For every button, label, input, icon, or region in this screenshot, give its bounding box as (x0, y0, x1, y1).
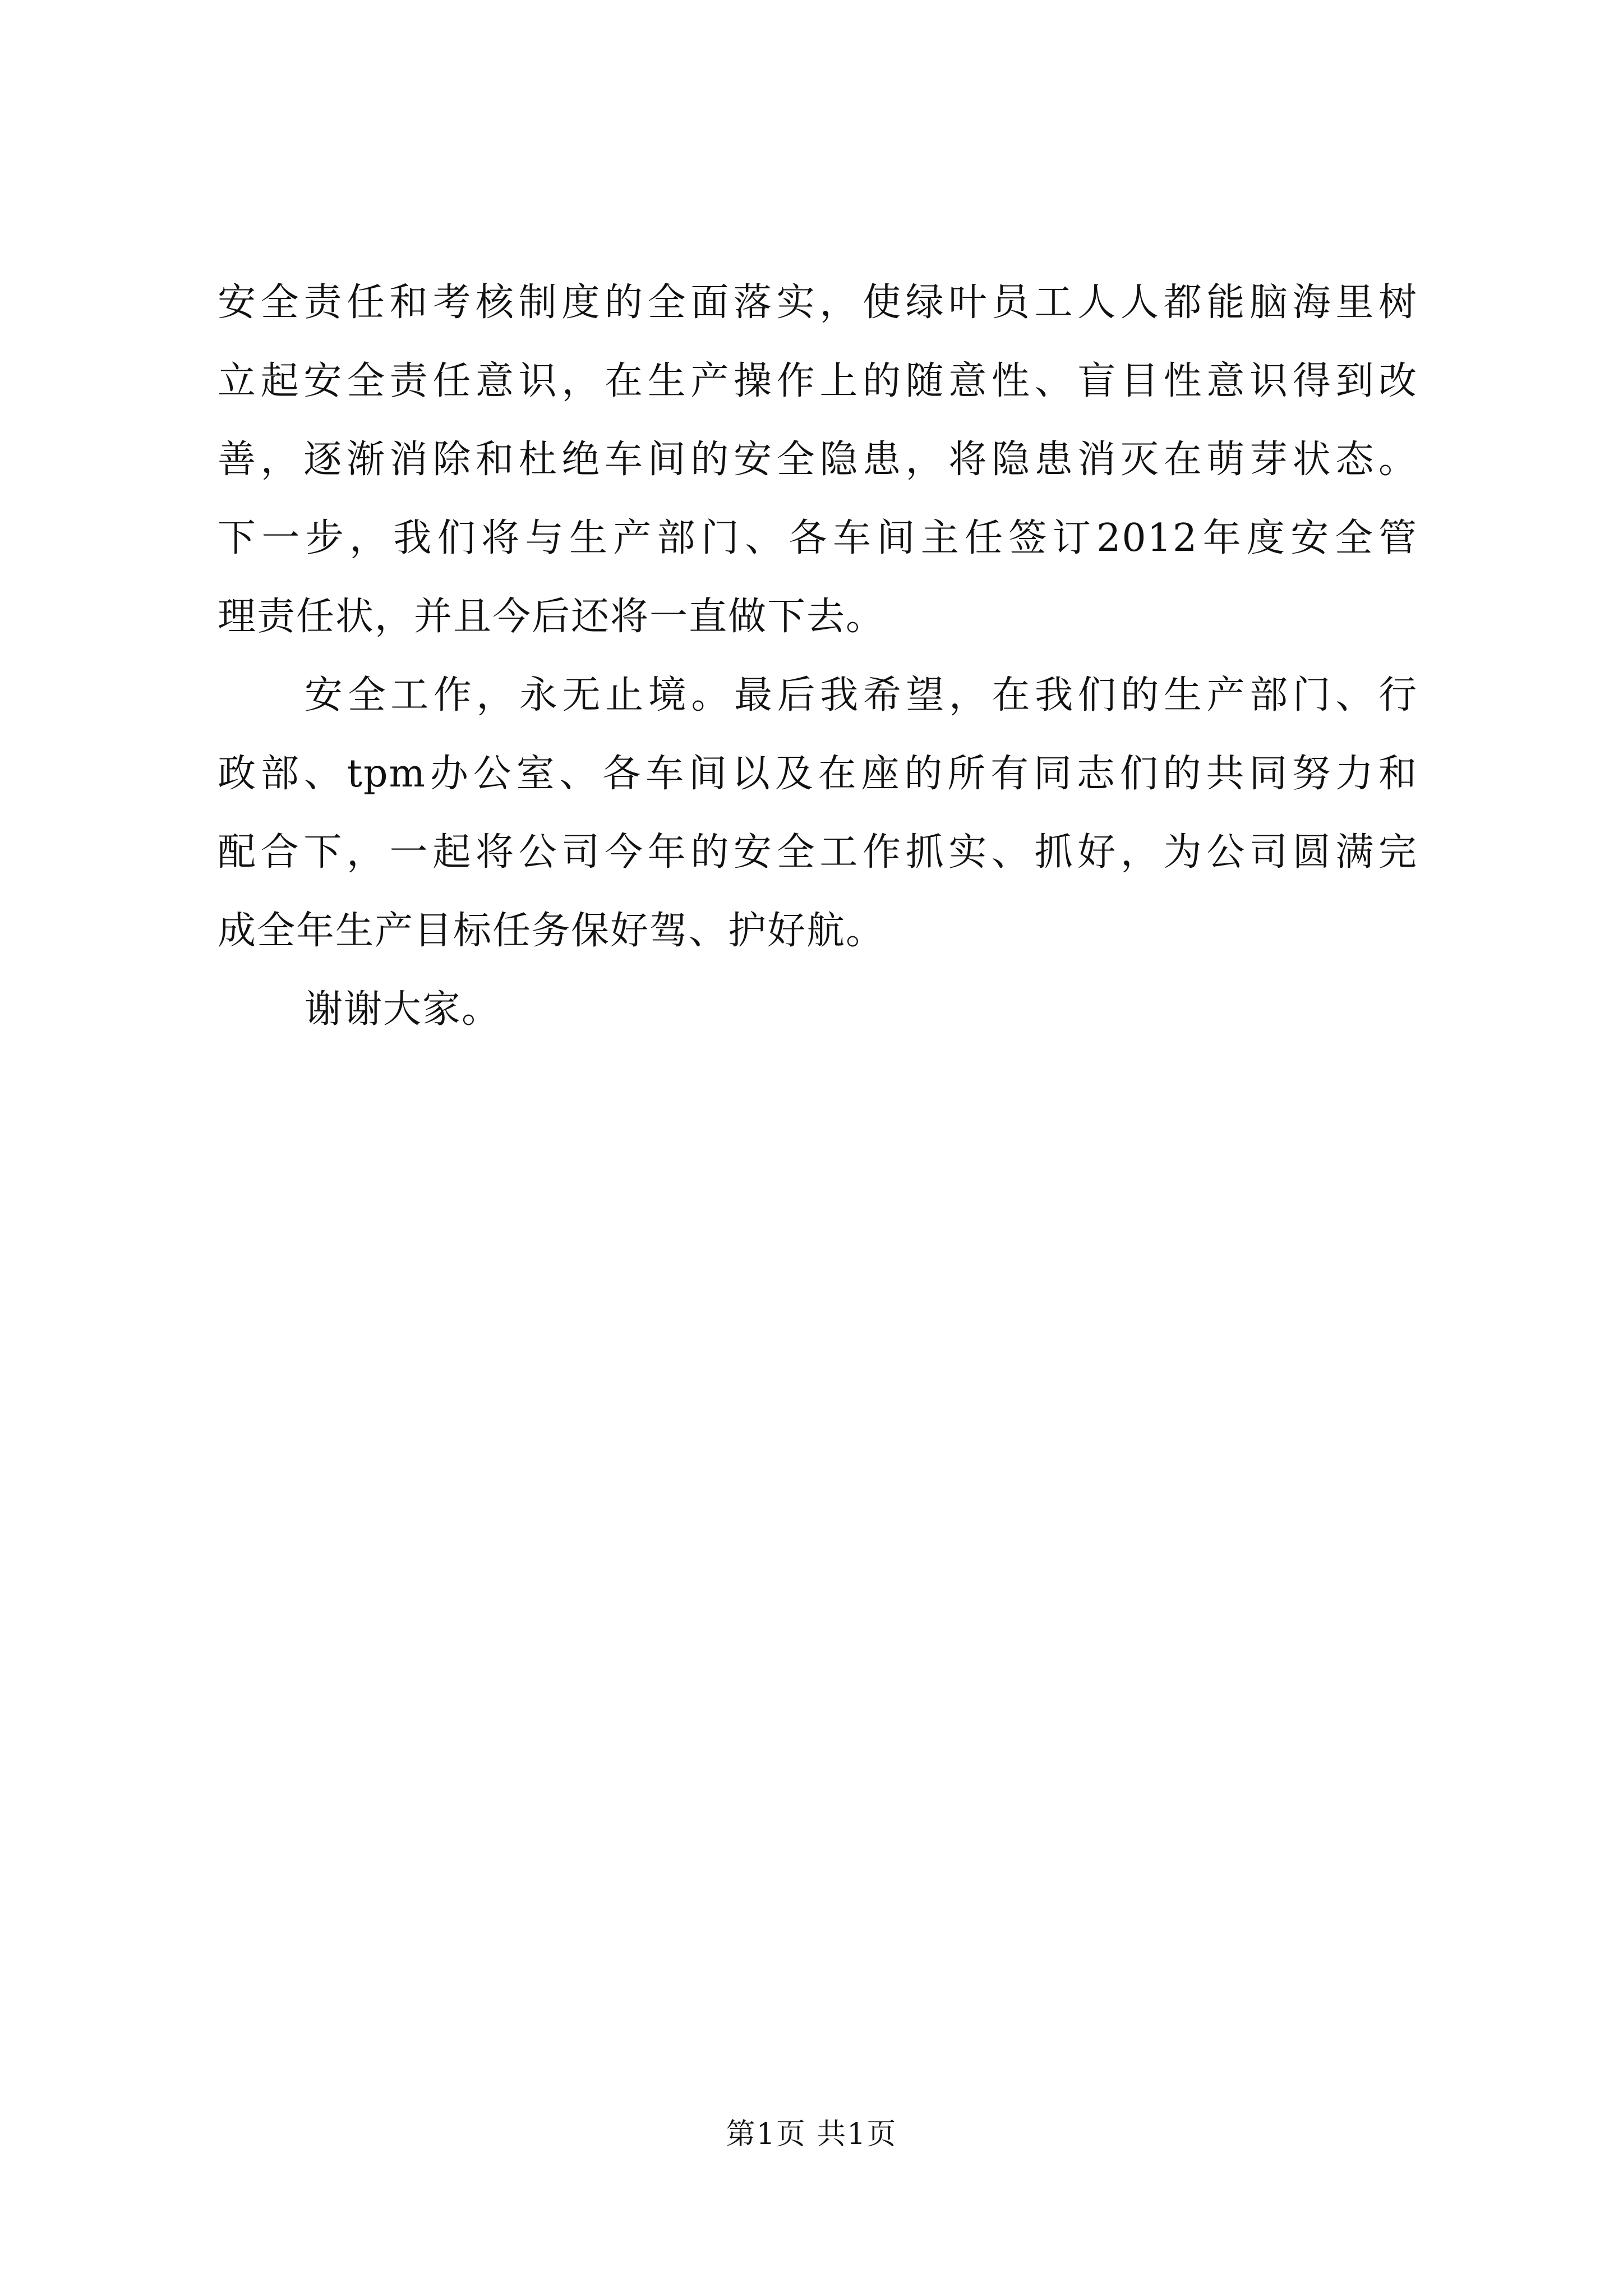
text-line: 安全工作，永无止境。最后我希望，在我们的生产部门、行 (305, 673, 1418, 717)
text-line: 政部、tpm办公室、各车间以及在座的所有同志们的共同努力和 (218, 752, 1418, 796)
text-line: 善，逐渐消除和杜绝车间的安全隐患，将隐患消灭在萌芽状态。 (218, 438, 1418, 482)
text-line: 下一步，我们将与生产部门、各车间主任签订2012年度安全管 (218, 516, 1418, 560)
text-line: 立起安全责任意识，在生产操作上的随意性、盲目性意识得到改 (218, 359, 1418, 403)
document-body (218, 264, 1418, 1049)
text-line: 理责任状，并且今后还将一直做下去。 (218, 595, 886, 639)
text-line: 配合下，一起将公司今年的安全工作抓实、抓好，为公司圆满完 (218, 830, 1418, 875)
text-line: 谢谢大家。 (305, 987, 501, 1032)
page-number-footer: 第1页 共1页 (726, 2118, 897, 2151)
text-line: 安全责任和考核制度的全面落实，使绿叶员工人人都能脑海里树 (218, 280, 1418, 325)
text-line: 成全年生产目标任务保好驾、护好航。 (218, 909, 886, 953)
